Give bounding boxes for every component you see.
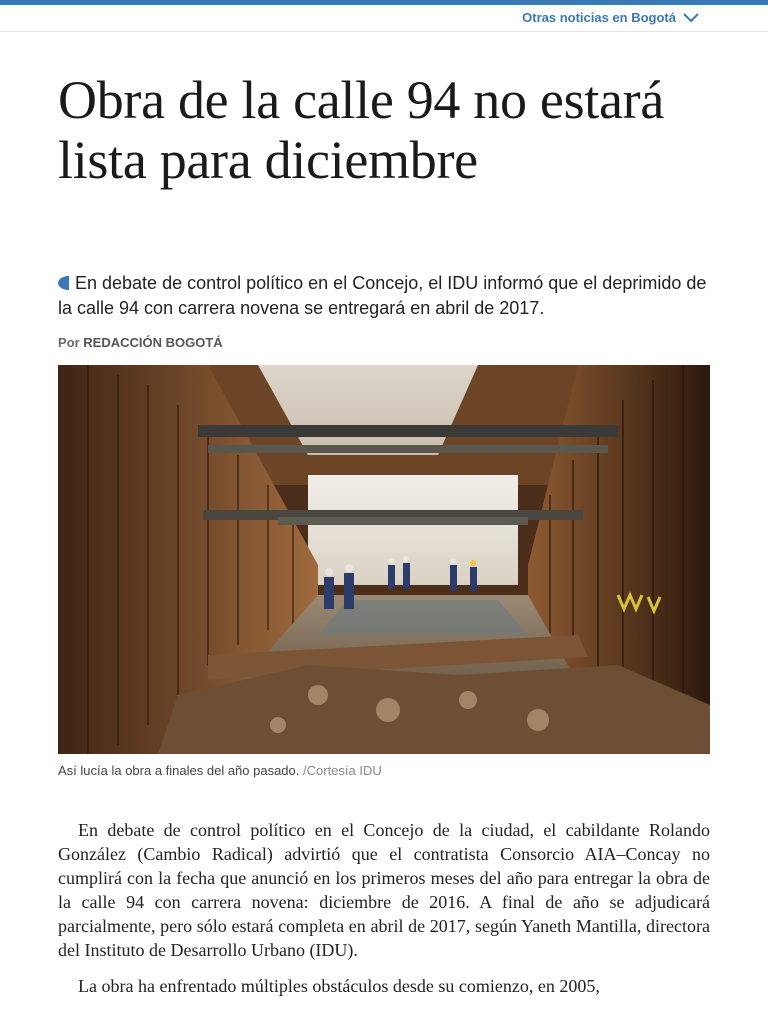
- body-paragraph: La obra ha enfrentado múltiples obstáculos desde su comienzo, en 2005,: [78, 976, 600, 996]
- lead-marker-icon: [58, 276, 70, 290]
- article-body: [58, 818, 710, 1010]
- article-photo: [58, 365, 710, 754]
- photo-caption: [58, 763, 382, 778]
- body-paragraph: En debate de control político en el Concejo de la ciudad, el cabildante Rolando González (Cambio Radical) advirtió que el contratista Consorcio AIA–Concay no cumplirá con la fecha que anunció en los primeros meses del año para entregar la obra de la calle 94 con carrera novena: diciembre de 2016. A final de año se adjudicará parcialmente, pero sólo estará completa en abril de 2017, según Yaneth Mantilla, directora del Instituto de Desarrollo Urbano (IDU).: [58, 820, 710, 960]
- construction-site-image: [58, 365, 710, 754]
- caption-credit: /Cortesía IDU: [303, 763, 382, 778]
- other-news-dropdown[interactable]: [522, 10, 700, 25]
- chevron-down-icon: [682, 12, 700, 24]
- article-lead: [58, 271, 718, 321]
- byline-author[interactable]: REDACCIÓN BOGOTÁ: [83, 335, 223, 350]
- byline: [58, 335, 223, 350]
- lead-text: En debate de control político en el Concejo, el IDU informó que el deprimido de la calle 94 con carrera novena se entregará en abril de 2017.: [58, 273, 707, 318]
- other-news-label: Otras noticias en Bogotá: [522, 10, 676, 25]
- article-headline: Obra de la calle 94 no estará lista para diciembre: [58, 70, 664, 190]
- section-nav: [0, 5, 768, 32]
- byline-prefix: Por: [58, 335, 80, 350]
- caption-text: Así lucía la obra a finales del año pasado.: [58, 763, 300, 778]
